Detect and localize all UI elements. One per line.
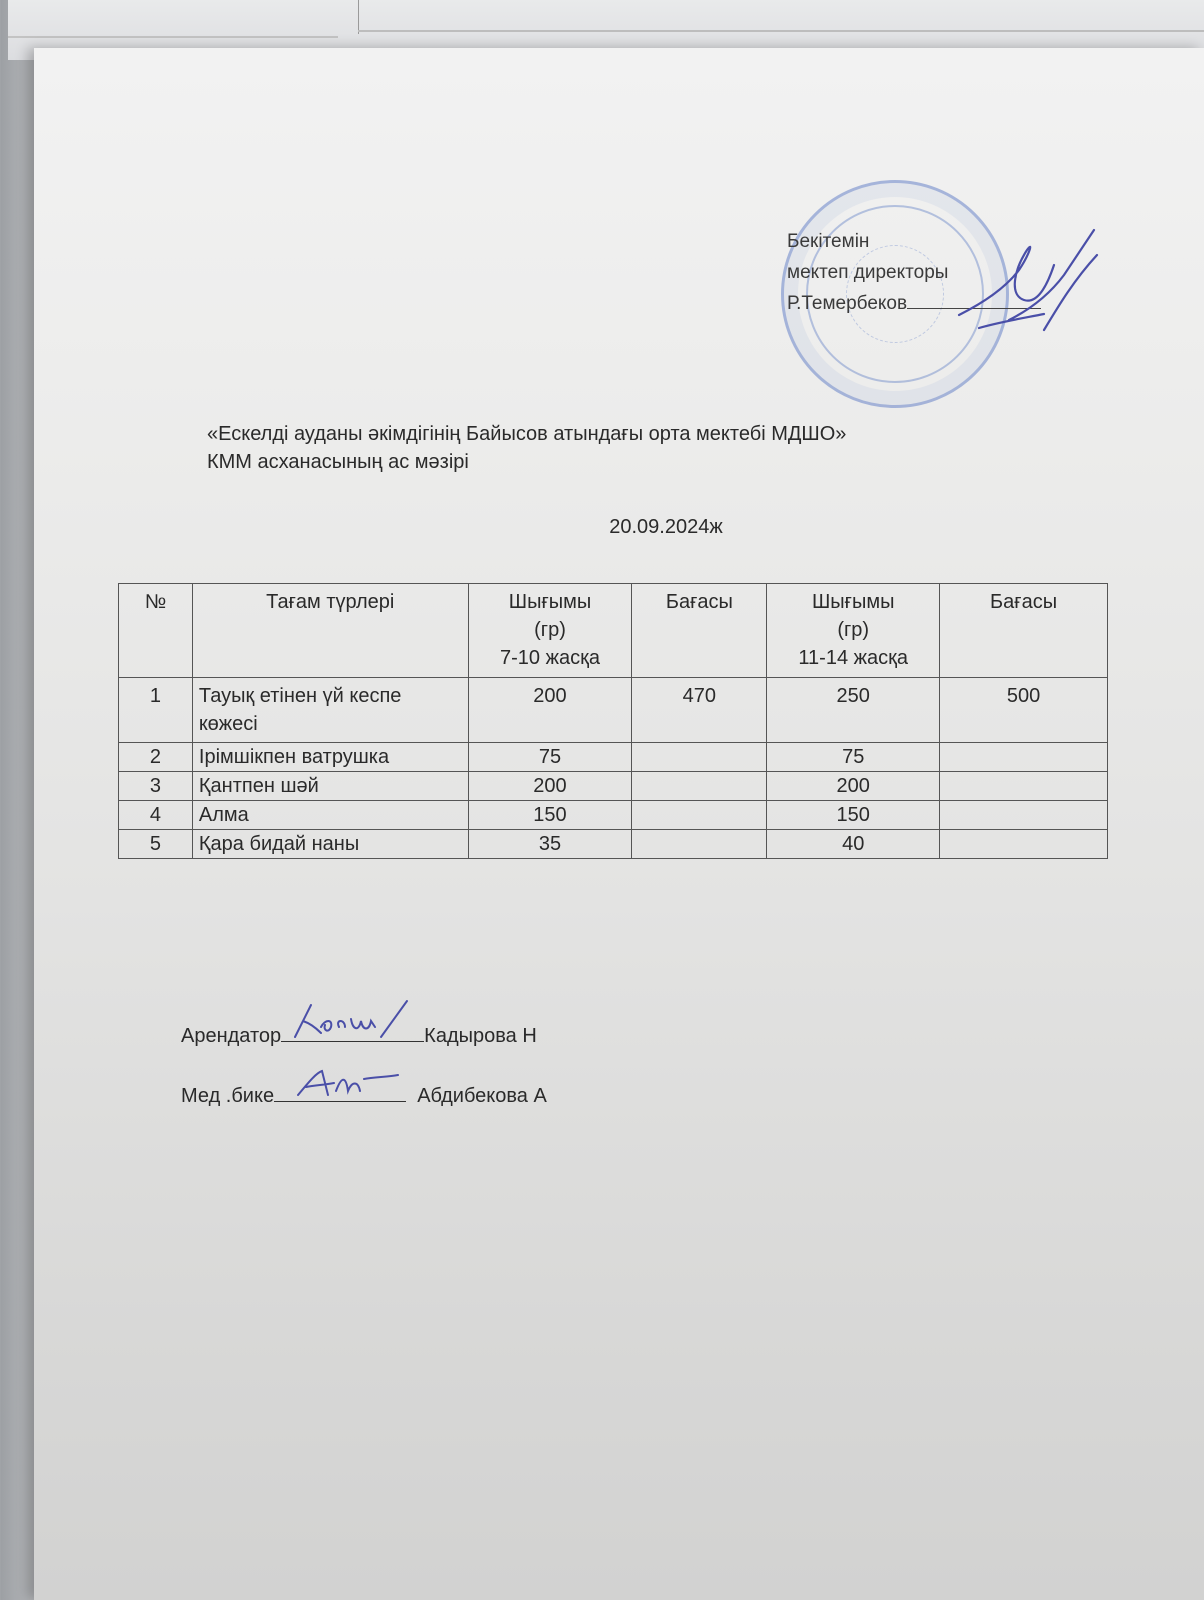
nurse-signature-icon <box>294 1065 404 1101</box>
header-price-2: Бағасы <box>940 584 1108 678</box>
cell-yield-2: 150 <box>767 801 940 830</box>
header-yield-11-14: Шығымы (гр) 11-14 жасқа <box>767 584 940 678</box>
cell-num: 2 <box>119 743 193 772</box>
cell-price-1: 470 <box>632 678 767 743</box>
approval-line-1: Бекітемін <box>787 231 870 252</box>
menu-table <box>118 583 1108 859</box>
cell-yield-2: 40 <box>767 830 940 859</box>
title-line-2: КММ асханасының ас мәзірі <box>207 451 469 473</box>
signatures-block <box>181 1016 547 1136</box>
cell-yield-2: 200 <box>767 772 940 801</box>
header-dish-types: Тағам түрлері <box>192 584 468 678</box>
cell-yield-1: 200 <box>468 678 632 743</box>
cell-num: 5 <box>119 830 193 859</box>
cell-price-1 <box>632 743 767 772</box>
tenant-signature-line <box>281 1019 424 1042</box>
cell-num: 3 <box>119 772 193 801</box>
sheet-edge <box>358 30 1204 32</box>
header-num: № <box>119 584 193 678</box>
cell-dish-name: Қантпен шәй <box>192 772 468 801</box>
cell-num: 1 <box>119 678 193 743</box>
cell-price-2 <box>940 772 1108 801</box>
tenant-signature-icon <box>289 997 429 1043</box>
cell-price-2 <box>940 743 1108 772</box>
cell-yield-1: 200 <box>468 772 632 801</box>
nurse-signature-line <box>274 1079 406 1102</box>
cell-yield-2: 250 <box>767 678 940 743</box>
cell-price-2: 500 <box>940 678 1108 743</box>
cell-price-1 <box>632 830 767 859</box>
nurse-name: Абдибекова А <box>417 1085 547 1107</box>
tenant-name: Кадырова Н <box>424 1025 537 1047</box>
sheet-edge <box>8 36 338 38</box>
cell-num: 4 <box>119 801 193 830</box>
header-price-1: Бағасы <box>632 584 767 678</box>
nurse-label: Мед .бике <box>181 1085 275 1107</box>
title-line-1: «Ескелді ауданы әкімдігінің Байысов атындағы орта мектебі МДШО» <box>207 423 847 445</box>
approval-line-2: мектеп директоры <box>787 262 949 283</box>
cell-yield-1: 150 <box>468 801 632 830</box>
cell-dish-name: Алма <box>192 801 468 830</box>
cell-price-1 <box>632 772 767 801</box>
cell-price-2 <box>940 801 1108 830</box>
cell-yield-1: 35 <box>468 830 632 859</box>
document-page <box>34 48 1204 1600</box>
table-row <box>119 830 1108 859</box>
menu-title <box>207 420 846 476</box>
cell-price-1 <box>632 801 767 830</box>
table-row <box>119 678 1108 743</box>
cell-dish-name: Тауық етінен үй кеспе көжесі <box>192 678 468 743</box>
table-row <box>119 801 1108 830</box>
table-row <box>119 743 1108 772</box>
table-row <box>119 772 1108 801</box>
menu-date: 20.09.2024ж <box>609 516 723 538</box>
table-header-row <box>119 584 1108 678</box>
cell-dish-name: Ірімшікпен ватрушка <box>192 743 468 772</box>
cell-yield-1: 75 <box>468 743 632 772</box>
sheet-edge <box>358 0 359 34</box>
nurse-signature-row <box>181 1076 547 1136</box>
cell-yield-2: 75 <box>767 743 940 772</box>
cell-price-2 <box>940 830 1108 859</box>
header-yield-7-10: Шығымы (гр) 7-10 жасқа <box>468 584 632 678</box>
director-signature-icon <box>949 210 1099 340</box>
cell-dish-name: Қара бидай наны <box>192 830 468 859</box>
director-name: Р.Темербеков <box>787 293 908 314</box>
tenant-label: Арендатор <box>181 1025 282 1047</box>
